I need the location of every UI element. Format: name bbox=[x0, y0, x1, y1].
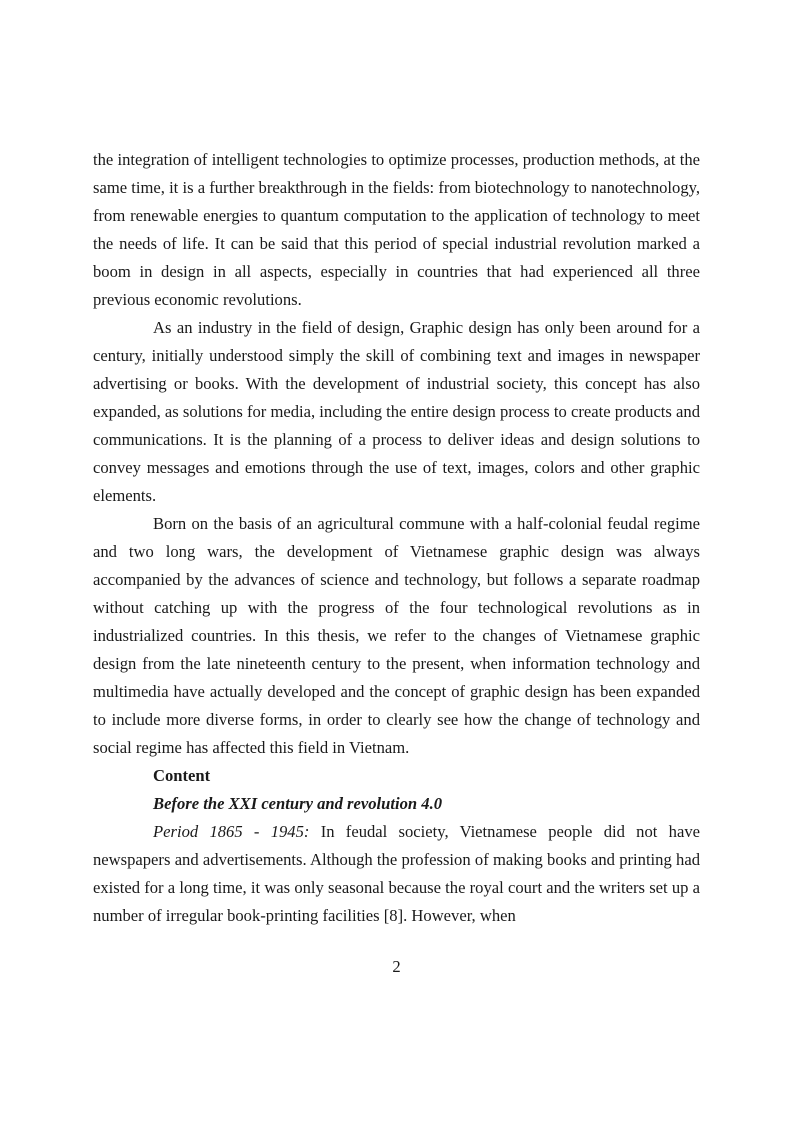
period-label: Period 1865 - 1945: bbox=[153, 822, 310, 841]
paragraph-vietnamese-design: Born on the basis of an agricultural commune with a half-colonial feudal regime and two long wars, the development of Vietnamese graphic design was always accompanied by the advances of science and technology, but follows a separate roadmap without catching up with the progress of the four technological revolutions as in industrialized countries. In this thesis, we refer to the changes of Vietnamese graphic design from the late nineteenth century to the present, when information technology and multimedia have actually developed and the concept of graphic design has been expanded to include more diverse forms, in order to clearly see how the change of technology and social regime has affected this field in Vietnam. bbox=[93, 514, 700, 757]
period-text: In feudal society, Vietnamese people did not have newspapers and advertisements. Although the profession of making books and printing had existed for a long time, it was only seasonal because the royal court and the writers set up a number of irregular book-printing facilities [8]. However, when bbox=[93, 822, 700, 925]
paragraph-continuation: the integration of intelligent technologies to optimize processes, production methods, at the same time, it is a further breakthrough in the fields: from biotechnology to nanotechnology, from renewable energies to quantum computation to the application of technology to meet the needs of life. It can be said that this period of special industrial revolution marked a boom in design in all aspects, especially in countries that had experienced all three previous economic revolutions. bbox=[93, 150, 700, 309]
page-number: 2 bbox=[392, 957, 401, 976]
document-page bbox=[93, 146, 700, 930]
section-subheading: Before the XXI century and revolution 4.0 bbox=[153, 794, 443, 813]
paragraph-period bbox=[93, 818, 700, 930]
paragraph-graphic-design: As an industry in the field of design, Graphic design has only been around for a century, initially understood simply the skill of combining text and images in newspaper advertising or books. With the development of industrial society, this concept has also expanded, as solutions for media, including the entire design process to create products and communications. It is the planning of a process to deliver ideas and design solutions to convey messages and emotions through the use of text, images, colors and other graphic elements. bbox=[93, 318, 700, 505]
section-heading: Content bbox=[153, 766, 211, 785]
